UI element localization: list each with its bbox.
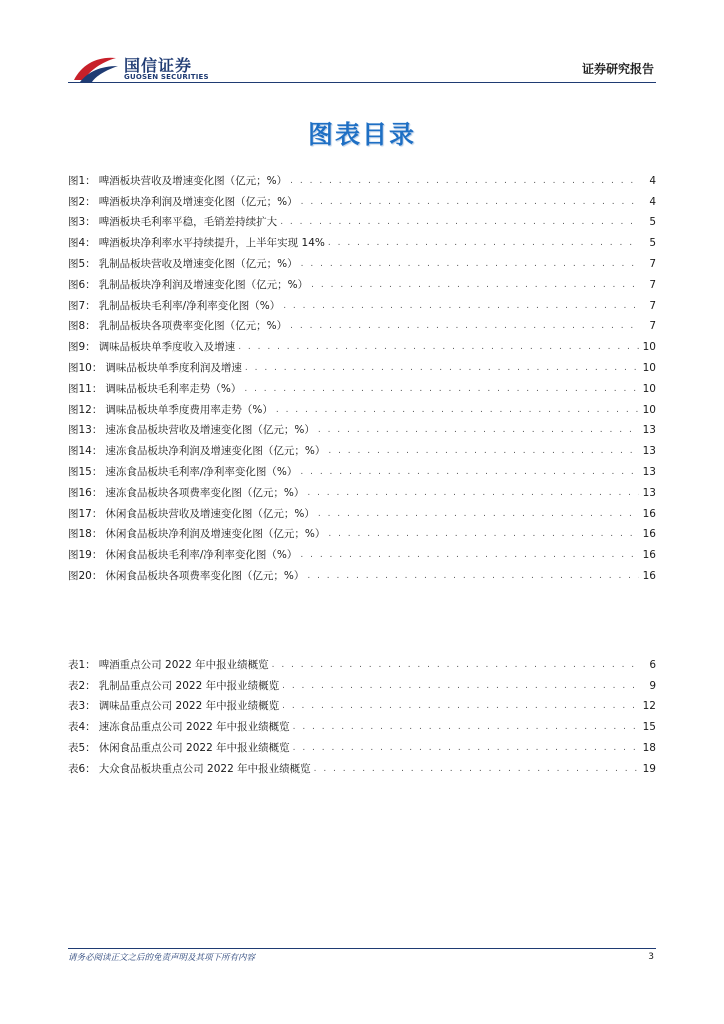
entry-title: 大众食品板块重点公司 2022 年中报业绩概览 [98,762,311,775]
figure-entry[interactable] [68,254,656,275]
figure-entry[interactable] [68,171,656,192]
guosen-logo [72,52,222,84]
dot-leader [282,680,639,693]
report-type-label: 证券研究报告 [581,62,654,76]
page-header [0,0,724,90]
entry-title: 调味品重点公司 2022 年中报业绩概览 [98,700,280,713]
dot-leader [301,196,639,209]
dot-leader [272,659,639,672]
entry-number: 表1： [68,658,96,671]
entry-page: 16 [642,507,656,520]
page-title: 图表目录 [307,120,416,149]
table-entry[interactable] [68,717,656,738]
entry-page: 19 [642,762,656,775]
figure-entry[interactable] [68,441,656,462]
figure-entry[interactable] [68,545,656,566]
entry-page: 5 [649,216,656,229]
entry-number: 表2： [68,679,96,692]
entry-page: 16 [642,570,656,583]
disclaimer-text: 请务必阅读正文之后的免责声明及其项下所有内容 [68,953,256,963]
figure-entry[interactable] [68,525,656,546]
dot-leader [318,424,639,437]
entry-page: 4 [649,174,656,187]
figure-entry[interactable] [68,358,656,379]
entry-number: 表4： [68,721,96,734]
entry-number: 图19： [68,549,103,562]
dot-leader [318,508,639,521]
dot-leader [328,237,639,250]
table-entry[interactable] [68,738,656,759]
entry-title: 啤酒板块毛利率平稳，毛销差持续扩大 [98,216,278,229]
entry-page: 10 [642,362,656,375]
entry-title: 休闲食品板块净利润及增速变化图（亿元；%） [105,528,326,541]
entry-number: 图10： [68,362,103,375]
figure-entry[interactable] [68,317,656,338]
entry-number: 图3： [68,216,96,229]
entry-title: 啤酒板块净利率水平持续提升，上半年实现 14% [98,237,325,250]
figure-entry[interactable] [68,566,656,587]
dot-leader [276,404,639,417]
entry-page: 10 [642,382,656,395]
entry-page: 7 [649,299,656,312]
entry-number: 图18： [68,528,103,541]
entry-title: 啤酒重点公司 2022 年中报业绩概览 [98,658,269,671]
dot-leader [307,487,639,500]
figure-entry[interactable] [68,192,656,213]
dot-leader [328,528,639,541]
entry-title: 速冻食品重点公司 2022 年中报业绩概览 [98,721,290,734]
table-entry[interactable] [68,676,656,697]
entry-title: 乳制品板块各项费率变化图（亿元；%） [98,320,288,333]
figure-entry[interactable] [68,504,656,525]
entry-page: 10 [642,341,656,354]
page-number: 3 [648,952,654,962]
entry-page: 7 [649,320,656,333]
entry-page: 15 [642,721,656,734]
entry-number: 表6： [68,762,96,775]
figure-entry[interactable] [68,337,656,358]
entry-page: 16 [642,549,656,562]
entry-number: 图12： [68,403,103,416]
dot-leader [293,721,639,734]
logo-text-cn: 国信证券 [124,56,193,75]
dot-leader [280,216,639,229]
dot-leader [282,700,639,713]
entry-page: 13 [642,424,656,437]
dot-leader [300,549,639,562]
entry-title: 啤酒板块营收及增速变化图（亿元；%） [98,174,288,187]
figure-entry[interactable] [68,379,656,400]
entry-page: 5 [649,237,656,250]
entry-title: 休闲食品板块毛利率/净利率变化图（%） [105,549,298,562]
entry-page: 6 [649,658,656,671]
entry-number: 图15： [68,466,103,479]
dot-leader [314,763,639,776]
entry-title: 休闲食品重点公司 2022 年中报业绩概览 [98,742,290,755]
table-list [68,655,656,780]
entry-page: 9 [649,679,656,692]
figure-entry[interactable] [68,462,656,483]
guosen-logo-icon [72,52,120,84]
dot-leader [283,300,639,313]
entry-page: 12 [642,700,656,713]
entry-title: 休闲食品板块营收及增速变化图（亿元；%） [105,507,315,520]
entry-title: 啤酒板块净利润及增速变化图（亿元；%） [98,195,298,208]
entry-page: 4 [649,195,656,208]
entry-number: 图1： [68,174,96,187]
entry-title: 调味品板块单季度利润及增速 [105,362,242,375]
entry-number: 图8： [68,320,96,333]
figure-entry[interactable] [68,296,656,317]
entry-number: 表5： [68,742,96,755]
entry-title: 调味品板块单季度费用率走势（%） [105,403,273,416]
entry-title: 速冻食品板块毛利率/净利率变化图（%） [105,466,298,479]
entry-title: 休闲食品板块各项费率变化图（亿元；%） [105,570,305,583]
table-entry[interactable] [68,655,656,676]
entry-number: 图9： [68,341,96,354]
entry-page: 13 [642,486,656,499]
dot-leader [244,383,639,396]
logo-text-en: GUOSEN SECURITIES [124,73,209,81]
entry-page: 13 [642,445,656,458]
entry-number: 图11： [68,382,103,395]
entry-number: 图7： [68,299,96,312]
table-entry[interactable] [68,697,656,718]
entry-title: 调味品板块毛利率走势（%） [105,382,242,395]
entry-page: 10 [642,403,656,416]
entry-title: 乳制品板块营收及增速变化图（亿元；%） [98,258,298,271]
figure-list [68,171,656,587]
figure-entry[interactable] [68,483,656,504]
header-divider [68,82,656,83]
table-entry[interactable] [68,759,656,780]
footer-divider [68,948,656,949]
dot-leader [290,320,639,333]
dot-leader [300,466,639,479]
dot-leader [311,279,639,292]
entry-title: 乳制品板块毛利率/净利率变化图（%） [98,299,281,312]
entry-page: 7 [649,258,656,271]
entry-number: 图2： [68,195,96,208]
entry-number: 图17： [68,507,103,520]
figure-entry[interactable] [68,233,656,254]
dot-leader [245,362,639,375]
figure-entry[interactable] [68,213,656,234]
entry-number: 图4： [68,237,96,250]
dot-leader [301,258,639,271]
entry-number: 图6： [68,278,96,291]
dot-leader [328,445,639,458]
entry-number: 图20： [68,570,103,583]
entry-number: 表3： [68,700,96,713]
entry-number: 图13： [68,424,103,437]
figure-entry[interactable] [68,400,656,421]
dot-leader [238,341,639,354]
entry-title: 速冻食品板块各项费率变化图（亿元；%） [105,486,305,499]
entry-number: 图16： [68,486,103,499]
dot-leader [290,175,639,188]
entry-title: 速冻食品板块净利润及增速变化图（亿元；%） [105,445,326,458]
entry-page: 13 [642,466,656,479]
dot-leader [307,570,639,583]
entry-page: 16 [642,528,656,541]
entry-page: 7 [649,278,656,291]
entry-title: 乳制品板块净利润及增速变化图（亿元；%） [98,278,309,291]
entry-number: 图14： [68,445,103,458]
entry-page: 18 [642,742,656,755]
figure-entry[interactable] [68,421,656,442]
dot-leader [293,742,639,755]
entry-title: 乳制品重点公司 2022 年中报业绩概览 [98,679,280,692]
entry-number: 图5： [68,258,96,271]
figure-entry[interactable] [68,275,656,296]
entry-title: 调味品板块单季度收入及增速 [98,341,236,354]
entry-title: 速冻食品板块营收及增速变化图（亿元；%） [105,424,315,437]
